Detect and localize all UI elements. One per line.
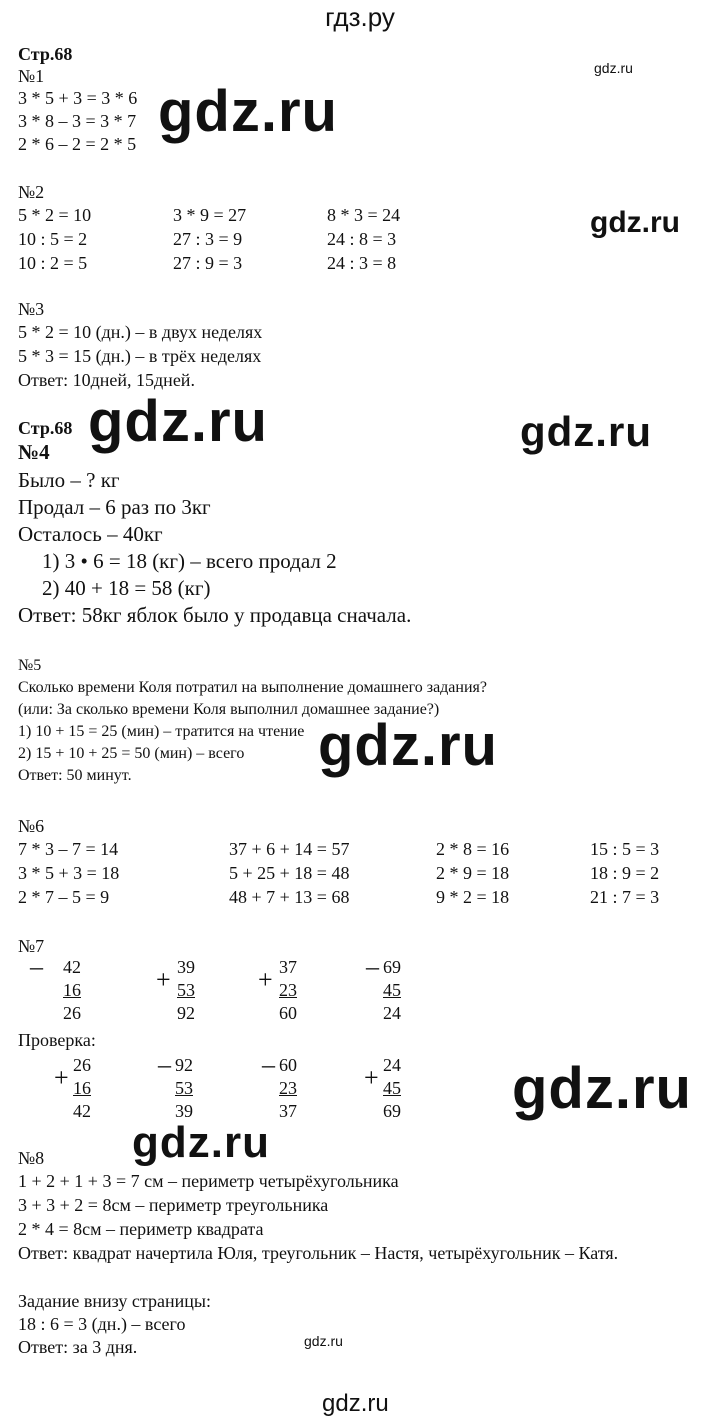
watermark: gdz.ru [520, 408, 652, 455]
operator-sign: + [54, 1063, 69, 1092]
question-line: (или: За сколько времени Коля выполнил домашнее задание?) [18, 701, 440, 718]
operator-sign: – [262, 1050, 275, 1079]
addend: 45 [383, 1078, 401, 1098]
watermark: gdz.ru [318, 713, 498, 778]
addend: 16 [73, 1078, 91, 1098]
equation: 3 * 5 + 3 = 3 * 6 [18, 88, 138, 108]
operator-sign: + [258, 965, 273, 994]
solution-line: 2 * 4 = 8см – периметр квадрата [18, 1219, 264, 1239]
minuend: 92 [175, 1055, 193, 1075]
equation: 24 : 8 = 3 [327, 229, 397, 249]
solution-line: 18 : 6 = 3 (дн.) – всего [18, 1314, 186, 1334]
addend: 26 [73, 1055, 91, 1075]
given-line: Продал – 6 раз по 3кг [18, 495, 211, 519]
answer-line: Ответ: за 3 дня. [18, 1337, 138, 1357]
equation: 7 * 3 – 7 = 14 [18, 839, 119, 859]
operator-sign: – [158, 1050, 171, 1079]
equation: 5 + 25 + 18 = 48 [229, 863, 350, 883]
solution-step: 1) 10 + 15 = 25 (мин) – тратится на чтение [18, 723, 305, 740]
addend: 37 [279, 957, 297, 977]
page-heading: Стр.68 [18, 44, 73, 64]
check-label: Проверка: [18, 1030, 96, 1050]
watermark: gdz.ru [594, 60, 633, 76]
watermark: gdz.ru [304, 1333, 343, 1349]
answer-line: Ответ: квадрат начертила Юля, треугольник – Настя, четырёхугольник – Катя. [18, 1243, 619, 1263]
watermark: gdz.ru [322, 1390, 389, 1417]
solution-line: 1 + 2 + 1 + 3 = 7 см – периметр четырёхугольника [18, 1171, 399, 1191]
answer-line: Ответ: 50 минут. [18, 767, 132, 784]
equation: 37 + 6 + 14 = 57 [229, 839, 350, 859]
equation: 15 : 5 = 3 [590, 839, 660, 859]
task-number: №7 [18, 936, 45, 956]
result: 69 [383, 1101, 401, 1121]
watermark: gdz.ru [512, 1056, 692, 1121]
addend: 39 [177, 957, 195, 977]
result: 39 [175, 1101, 193, 1121]
page-heading: Стр.68 [18, 418, 73, 438]
equation: 2 * 9 = 18 [436, 863, 510, 883]
bottom-task-label: Задание внизу страницы: [18, 1291, 211, 1311]
solution-step: 2) 15 + 10 + 25 = 50 (мин) – всего [18, 745, 245, 762]
task-number: №8 [18, 1148, 45, 1168]
watermark: gdz.ru [158, 79, 338, 144]
equation: 3 * 5 + 3 = 18 [18, 863, 120, 883]
equation: 2 * 6 – 2 = 2 * 5 [18, 134, 137, 154]
answer-line: Ответ: 58кг яблок было у продавца сначала. [18, 603, 412, 627]
equation: 9 * 2 = 18 [436, 887, 510, 907]
subtrahend: 23 [279, 1078, 297, 1098]
equation: 48 + 7 + 13 = 68 [229, 887, 350, 907]
result: 60 [279, 1003, 297, 1023]
task-number: №5 [18, 657, 42, 674]
task-number: №2 [18, 182, 45, 202]
equation: 5 * 2 = 10 [18, 205, 92, 225]
equation: 27 : 3 = 9 [173, 229, 243, 249]
equation: 27 : 9 = 3 [173, 253, 243, 273]
result: 24 [383, 1003, 401, 1023]
equation: 3 * 9 = 27 [173, 205, 247, 225]
operator-sign: – [366, 952, 379, 981]
equation: 3 * 8 – 3 = 3 * 7 [18, 111, 137, 131]
given-line: Было – ? кг [18, 468, 120, 492]
watermark: gdz.ru [590, 206, 680, 239]
equation: 21 : 7 = 3 [590, 887, 660, 907]
answer-line: Ответ: 10дней, 15дней. [18, 370, 195, 390]
task-number: №6 [18, 816, 45, 836]
subtrahend: 53 [175, 1078, 193, 1098]
minuend: 69 [383, 957, 401, 977]
equation: 2 * 8 = 16 [436, 839, 510, 859]
addend: 53 [177, 980, 195, 1000]
watermark: gdz.ru [88, 389, 268, 454]
task-number: №3 [18, 299, 45, 319]
watermark: gdz.ru [132, 1118, 270, 1167]
task-number: №4 [18, 440, 50, 464]
equation: 24 : 3 = 8 [327, 253, 397, 273]
operator-sign: – [30, 952, 43, 981]
given-line: Осталось – 40кг [18, 522, 163, 546]
solution-line: 5 * 3 = 15 (дн.) – в трёх неделях [18, 346, 262, 366]
minuend: 42 [63, 957, 81, 977]
result: 26 [63, 1003, 81, 1023]
equation: 18 : 9 = 2 [590, 863, 660, 883]
result: 92 [177, 1003, 195, 1023]
minuend: 60 [279, 1055, 297, 1075]
operator-sign: + [156, 965, 171, 994]
subtrahend: 16 [63, 980, 81, 1000]
site-title: гдз.ру [325, 2, 395, 32]
solution-step: 1) 3 • 6 = 18 (кг) – всего продал 2 [42, 549, 337, 573]
subtrahend: 45 [383, 980, 401, 1000]
equation: 10 : 2 = 5 [18, 253, 88, 273]
operator-sign: + [364, 1063, 379, 1092]
solution-line: 5 * 2 = 10 (дн.) – в двух неделях [18, 322, 263, 342]
result: 37 [279, 1101, 297, 1121]
addend: 23 [279, 980, 297, 1000]
result: 42 [73, 1101, 91, 1121]
question-line: Сколько времени Коля потратил на выполнение домашнего задания? [18, 679, 487, 696]
task-number: №1 [18, 66, 45, 86]
addend: 24 [383, 1055, 401, 1075]
solution-step: 2) 40 + 18 = 58 (кг) [42, 576, 211, 600]
equation: 2 * 7 – 5 = 9 [18, 887, 110, 907]
solution-line: 3 + 3 + 2 = 8см – периметр треугольника [18, 1195, 329, 1215]
equation: 10 : 5 = 2 [18, 229, 88, 249]
equation: 8 * 3 = 24 [327, 205, 401, 225]
